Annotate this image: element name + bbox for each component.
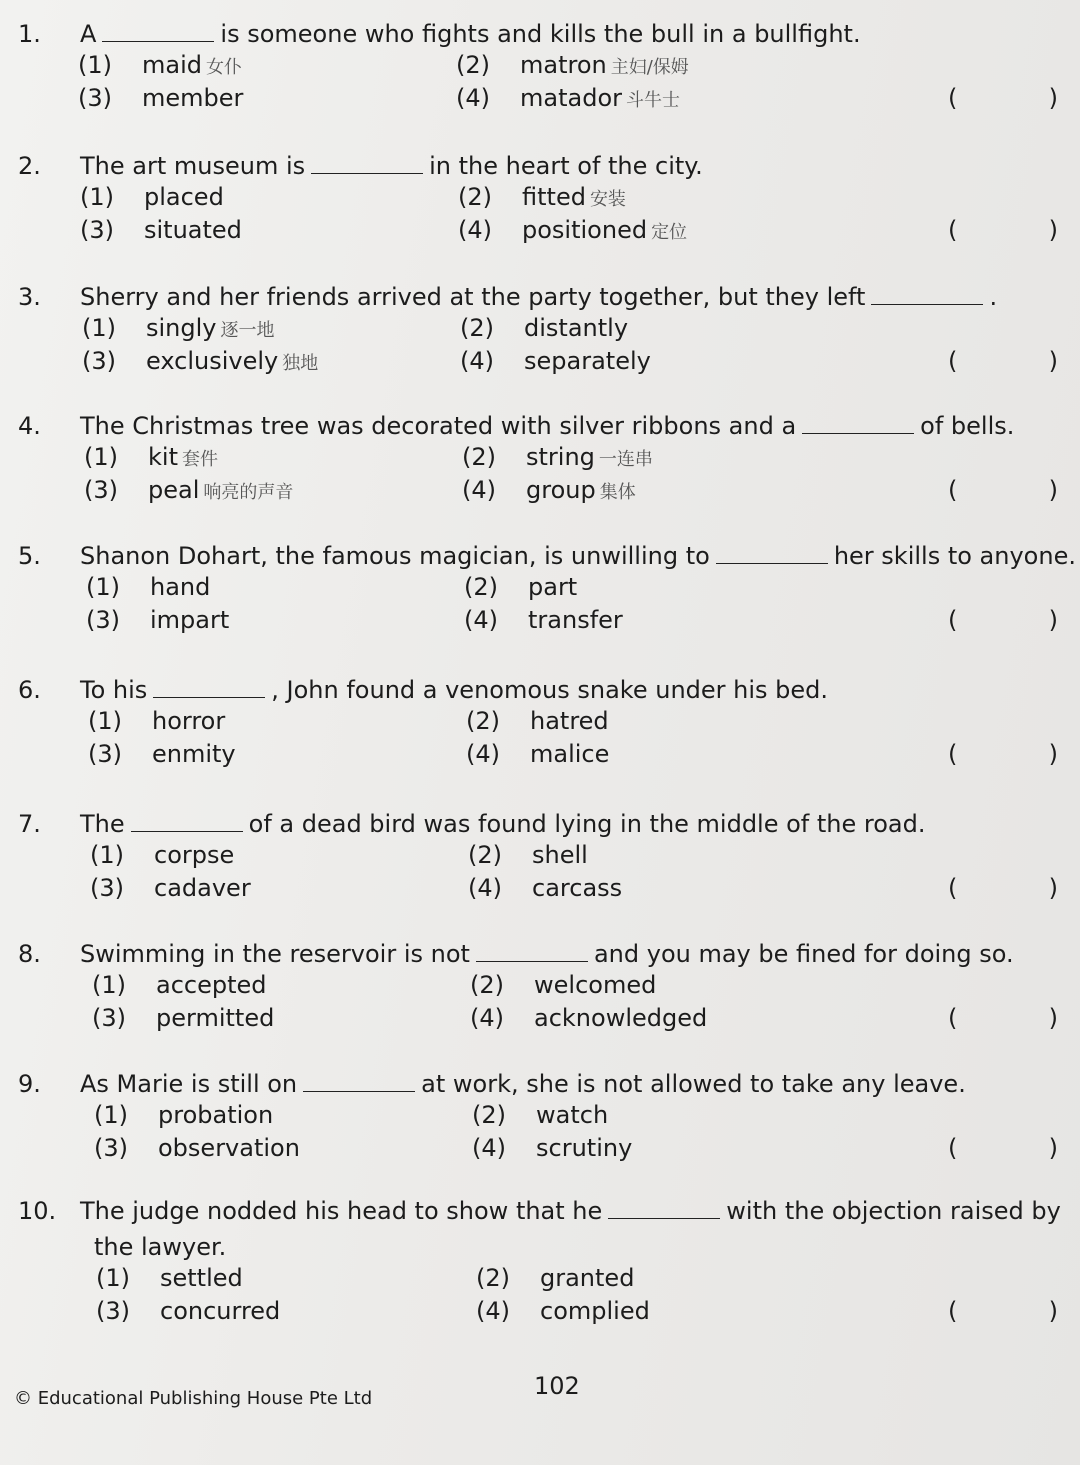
option-number: (2) [472, 1101, 506, 1129]
option-number: (4) [458, 216, 492, 244]
stem-text-after: of bells. [920, 412, 1015, 440]
question-stem [18, 674, 1068, 706]
answer-bracket[interactable] [948, 739, 1058, 769]
bracket-close: ) [1048, 1134, 1058, 1162]
option-text: settled [160, 1264, 243, 1292]
option-number: (1) [92, 971, 126, 999]
option-2[interactable] [456, 50, 689, 83]
option-number: (3) [88, 740, 122, 768]
bracket-open: ( [948, 347, 958, 375]
option-2[interactable] [468, 840, 588, 870]
option-text: corpse [154, 841, 235, 869]
option-text: granted [540, 1264, 635, 1292]
stem-text-after: and you may be fined for doing so. [593, 940, 1014, 968]
answer-bracket[interactable] [948, 83, 1058, 113]
option-text: placed [144, 183, 224, 211]
answer-blank[interactable] [102, 21, 214, 42]
stem-text-after: . [989, 283, 998, 311]
stem-text-after: her skills to anyone. [833, 542, 1076, 570]
question-number: 8. [18, 940, 41, 968]
option-text: acknowledged [534, 1004, 708, 1032]
option-number: (3) [82, 347, 116, 375]
option-4[interactable] [476, 1296, 650, 1326]
option-text: distantly [524, 314, 629, 342]
option-text: impart [150, 606, 230, 634]
option-text: matron [520, 51, 607, 79]
stem-text-after: at work, she is not allowed to take any leave. [421, 1070, 966, 1098]
option-text: horror [152, 707, 226, 735]
stem-text-before: The [80, 810, 125, 838]
option-1[interactable] [92, 970, 267, 1000]
answer-bracket[interactable] [948, 605, 1058, 635]
question-number: 5. [18, 542, 41, 570]
option-text: concurred [160, 1297, 281, 1325]
option-text: singly [146, 314, 217, 342]
option-3[interactable] [84, 475, 293, 508]
option-number: (1) [94, 1101, 128, 1129]
stem-text-before: The art museum is [80, 152, 306, 180]
option-text: permitted [156, 1004, 275, 1032]
question-number: 9. [18, 1070, 41, 1098]
bracket-open: ( [948, 1134, 958, 1162]
option-number: (4) [460, 347, 494, 375]
answer-bracket[interactable] [948, 346, 1058, 376]
question-stem [18, 540, 1076, 572]
question-stem [18, 150, 1068, 182]
bracket-open: ( [948, 1297, 958, 1325]
stem-text-after: , John found a venomous snake under his bed. [271, 676, 829, 704]
bracket-open: ( [948, 84, 958, 112]
option-text: fitted [522, 183, 586, 211]
bracket-close: ) [1048, 1297, 1058, 1325]
option-text: group [526, 476, 596, 504]
option-text: maid [142, 51, 202, 79]
bracket-close: ) [1048, 216, 1058, 244]
option-text: situated [144, 216, 242, 244]
answer-blank[interactable] [311, 153, 423, 174]
option-number: (4) [456, 84, 490, 112]
stem-text-after: of a dead bird was found lying in the middle of the road. [248, 810, 926, 838]
option-2[interactable] [472, 1100, 608, 1130]
option-number: (3) [92, 1004, 126, 1032]
option-4[interactable] [458, 215, 687, 248]
option-number: (3) [86, 606, 120, 634]
option-text: observation [158, 1134, 300, 1162]
option-3[interactable] [82, 346, 318, 379]
option-text: carcass [532, 874, 623, 902]
option-3[interactable] [88, 739, 236, 769]
option-1[interactable] [90, 840, 234, 870]
option-2[interactable] [460, 313, 628, 343]
option-1[interactable] [94, 1100, 273, 1130]
option-text: watch [536, 1101, 609, 1129]
handwritten-gloss: 响亮的声音 [203, 482, 294, 503]
option-number: (3) [84, 476, 118, 504]
stem-text-before: To his [80, 676, 148, 704]
answer-blank[interactable] [476, 941, 588, 962]
option-text: hatred [530, 707, 609, 735]
handwritten-gloss: 套件 [181, 449, 218, 470]
handwritten-gloss: 集体 [599, 482, 636, 503]
question-stem [18, 808, 1068, 840]
answer-bracket[interactable] [948, 215, 1058, 245]
option-3[interactable] [96, 1296, 280, 1326]
option-number: (3) [94, 1134, 128, 1162]
option-text: matador [520, 84, 622, 112]
answer-blank[interactable] [716, 543, 828, 564]
bracket-open: ( [948, 1004, 958, 1032]
question-stem [18, 410, 1068, 442]
answer-bracket[interactable] [948, 1003, 1058, 1033]
answer-bracket[interactable] [948, 1133, 1058, 1163]
option-number: (3) [90, 874, 124, 902]
bracket-close: ) [1048, 606, 1058, 634]
option-number: (2) [464, 573, 498, 601]
option-text: peal [148, 476, 200, 504]
option-number: (2) [462, 443, 496, 471]
question-number: 10. [18, 1197, 57, 1225]
option-2[interactable] [470, 970, 656, 1000]
answer-blank[interactable] [153, 677, 265, 698]
option-1[interactable] [86, 572, 210, 602]
option-1[interactable] [82, 313, 275, 346]
question-stem [18, 1068, 1068, 1100]
option-3[interactable] [92, 1003, 274, 1033]
question-number: 1. [18, 20, 41, 48]
option-text: cadaver [154, 874, 251, 902]
option-text: enmity [152, 740, 236, 768]
option-3[interactable] [78, 83, 243, 113]
stem-text-after: with the objection raised by [726, 1197, 1061, 1225]
option-4[interactable] [456, 83, 680, 116]
option-number: (4) [470, 1004, 504, 1032]
page-number: 102 [534, 1372, 580, 1400]
option-number: (4) [462, 476, 496, 504]
handwritten-gloss: 斗牛士 [626, 90, 680, 111]
option-number: (2) [470, 971, 504, 999]
option-text: string [526, 443, 595, 471]
option-text: member [142, 84, 244, 112]
handwritten-gloss: 一连串 [598, 449, 653, 470]
option-text: exclusively [146, 347, 279, 375]
option-1[interactable] [96, 1263, 243, 1293]
stem-text-after: in the heart of the city. [429, 152, 703, 180]
option-number: (4) [464, 606, 498, 634]
stem-text-before: As Marie is still on [80, 1070, 298, 1098]
option-4[interactable] [460, 346, 651, 376]
option-number: (1) [90, 841, 124, 869]
option-2[interactable] [462, 442, 653, 475]
option-text: part [528, 573, 578, 601]
bracket-open: ( [948, 740, 958, 768]
handwritten-gloss: 独地 [282, 353, 319, 374]
option-3[interactable] [86, 605, 229, 635]
option-number: (4) [472, 1134, 506, 1162]
option-number: (1) [80, 183, 114, 211]
option-text: separately [524, 347, 651, 375]
option-text: scrutiny [536, 1134, 633, 1162]
option-4[interactable] [468, 873, 622, 903]
option-4[interactable] [464, 605, 623, 635]
answer-blank[interactable] [303, 1071, 415, 1092]
option-text: positioned [522, 216, 648, 244]
option-1[interactable] [80, 182, 224, 212]
option-number: (2) [476, 1264, 510, 1292]
answer-bracket[interactable] [948, 1296, 1058, 1326]
stem-text-before: Sherry and her friends arrived at the party together, but they left [80, 283, 866, 311]
question-stem [18, 18, 1068, 50]
option-text: complied [540, 1297, 650, 1325]
answer-blank[interactable] [802, 413, 914, 434]
question-number: 4. [18, 412, 41, 440]
answer-blank[interactable] [131, 811, 243, 832]
option-number: (2) [456, 51, 490, 79]
option-text: welcomed [534, 971, 657, 999]
bracket-close: ) [1048, 347, 1058, 375]
option-number: (1) [82, 314, 116, 342]
option-text: accepted [156, 971, 267, 999]
option-2[interactable] [476, 1263, 634, 1293]
question-number: 7. [18, 810, 41, 838]
stem-continuation: the lawyer. [94, 1233, 227, 1261]
option-number: (3) [80, 216, 114, 244]
option-number: (2) [466, 707, 500, 735]
bracket-close: ) [1048, 740, 1058, 768]
option-4[interactable] [470, 1003, 707, 1033]
option-2[interactable] [464, 572, 577, 602]
bracket-close: ) [1048, 476, 1058, 504]
question-number: 2. [18, 152, 41, 180]
option-number: (4) [476, 1297, 510, 1325]
answer-bracket[interactable] [948, 475, 1058, 505]
option-text: malice [530, 740, 610, 768]
answer-bracket[interactable] [948, 873, 1058, 903]
stem-text-before: Swimming in the reservoir is not [80, 940, 470, 968]
question-number: 6. [18, 676, 41, 704]
option-3[interactable] [90, 873, 251, 903]
bracket-close: ) [1048, 874, 1058, 902]
option-number: (4) [466, 740, 500, 768]
handwritten-gloss: 安装 [589, 189, 626, 210]
question-stem [18, 281, 1068, 313]
stem-text-after: is someone who fights and kills the bull in a bullfight. [220, 20, 861, 48]
option-text: kit [148, 443, 178, 471]
bracket-close: ) [1048, 84, 1058, 112]
option-number: (3) [96, 1297, 130, 1325]
option-text: transfer [528, 606, 623, 634]
option-number: (1) [96, 1264, 130, 1292]
option-2[interactable] [466, 706, 609, 736]
bracket-close: ) [1048, 1004, 1058, 1032]
option-text: probation [158, 1101, 274, 1129]
option-number: (1) [84, 443, 118, 471]
option-4[interactable] [462, 475, 636, 508]
option-number: (2) [458, 183, 492, 211]
bracket-open: ( [948, 606, 958, 634]
handwritten-gloss: 女仆 [206, 57, 242, 78]
bracket-open: ( [948, 216, 958, 244]
option-1[interactable] [84, 442, 218, 475]
option-4[interactable] [466, 739, 609, 769]
option-number: (1) [78, 51, 112, 79]
stem-text-before: Shanon Dohart, the famous magician, is unwilling to [80, 542, 710, 570]
question-stem [18, 1195, 1068, 1227]
stem-text-before: The Christmas tree was decorated with silver ribbons and a [80, 412, 797, 440]
question-number: 3. [18, 283, 41, 311]
option-number: (3) [78, 84, 112, 112]
handwritten-gloss: 主妇/保姆 [610, 57, 689, 78]
option-1[interactable] [88, 706, 225, 736]
bracket-open: ( [948, 874, 958, 902]
handwritten-gloss: 定位 [651, 222, 688, 243]
option-1[interactable] [78, 50, 242, 83]
option-number: (1) [86, 573, 120, 601]
stem-text-before: The judge nodded his head to show that he [80, 1197, 603, 1225]
option-text: shell [532, 841, 588, 869]
option-number: (4) [468, 874, 502, 902]
option-number: (2) [460, 314, 494, 342]
handwritten-gloss: 逐一地 [220, 320, 275, 341]
stem-text-before: A [80, 20, 97, 48]
answer-blank[interactable] [871, 284, 983, 305]
option-4[interactable] [472, 1133, 632, 1163]
option-2[interactable] [458, 182, 626, 215]
option-3[interactable] [80, 215, 242, 245]
question-stem [18, 938, 1068, 970]
publisher-footer: © Educational Publishing House Pte Ltd [14, 1388, 373, 1409]
option-text: hand [150, 573, 211, 601]
option-number: (1) [88, 707, 122, 735]
bracket-open: ( [948, 476, 958, 504]
answer-blank[interactable] [608, 1198, 720, 1219]
option-number: (2) [468, 841, 502, 869]
option-3[interactable] [94, 1133, 300, 1163]
